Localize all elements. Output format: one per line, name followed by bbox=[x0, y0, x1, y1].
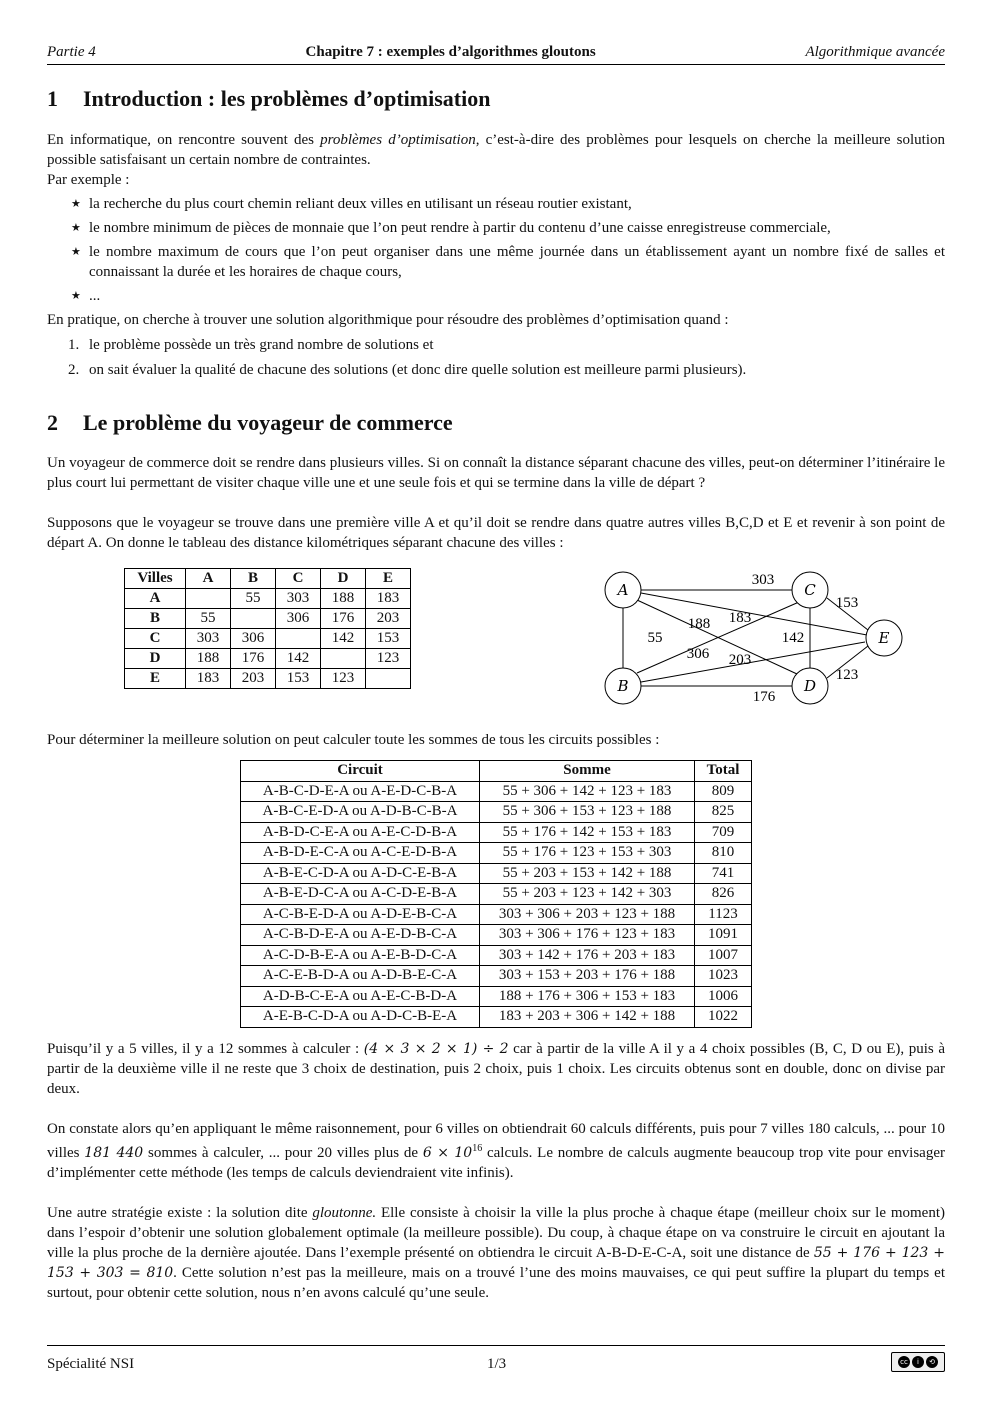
list-item: 2. on sait évaluer la qualité de chacune des solutions (et donc dire quelle solution est meilleure parmi plusieurs). bbox=[68, 362, 747, 378]
section-2-heading: 2 Le problème du voyageur de commerce bbox=[47, 410, 453, 435]
table-row: A-B-E-D-C-A ou A-C-D-E-B-A 55 + 203 + 123 + 142 + 303 826 bbox=[241, 884, 752, 905]
table-row: A-D-B-C-E-A ou A-E-C-B-D-A 188 + 176 + 306 + 153 + 183 1006 bbox=[241, 986, 752, 1007]
section-1-heading: 1 Introduction : les problèmes d’optimisation bbox=[47, 86, 491, 111]
table-row: A-C-B-D-E-A ou A-E-D-B-C-A 303 + 306 + 176 + 123 + 183 1091 bbox=[241, 925, 752, 946]
edge-label-ac: 303 bbox=[751, 572, 775, 588]
table-row: E 183 203 153 123 bbox=[125, 669, 411, 689]
table-row: A-E-B-C-D-A ou A-D-C-B-E-A 183 + 203 + 306 + 142 + 188 1022 bbox=[241, 1007, 752, 1028]
node-label-a: A bbox=[617, 581, 629, 599]
footer-course: Spécialité NSI bbox=[47, 1356, 135, 1372]
distance-table bbox=[124, 568, 411, 689]
section-1-body bbox=[47, 130, 945, 385]
star-bullet-icon: ★ bbox=[71, 198, 81, 210]
star-bullet-icon: ★ bbox=[71, 246, 81, 258]
node-label-e: E bbox=[878, 629, 890, 647]
circuits-paragraph: Pour déterminer la meilleure solution on peut calculer toute les sommes de tous les circuits possibles : bbox=[47, 732, 660, 748]
header-chapter: Chapitre 7 : exemples d’algorithmes gloutons bbox=[305, 44, 596, 60]
circuits-table bbox=[240, 760, 752, 1028]
practice-paragraph: En pratique, on cherche à trouver une solution algorithmique pour résoudre des problèmes d’optimisation quand : bbox=[47, 312, 729, 328]
edge-label-cd: 142 bbox=[781, 630, 805, 646]
header-part: Partie 4 bbox=[47, 44, 96, 60]
edge-label-de: 123 bbox=[835, 667, 859, 683]
table-header-row: Circuit Somme Total bbox=[241, 761, 752, 782]
edge-label-ab: 55 bbox=[647, 630, 663, 646]
table-row: A-C-E-B-D-A ou A-D-B-E-C-A 303 + 153 + 203 + 176 + 188 1023 bbox=[241, 966, 752, 987]
examples-list bbox=[47, 194, 945, 306]
section-2-analysis bbox=[47, 1039, 945, 1303]
table-row: A-B-C-D-E-A ou A-E-D-C-B-A 55 + 306 + 142 + 123 + 183 809 bbox=[241, 781, 752, 802]
table-row: A-B-D-C-E-A ou A-E-C-D-B-A 55 + 176 + 142 + 153 + 183 709 bbox=[241, 822, 752, 843]
edge-b-e bbox=[641, 642, 865, 682]
example-lead: Par exemple : bbox=[47, 172, 130, 188]
intro-paragraph: En informatique, on rencontre souvent des problèmes d’optimisation, c’est-à-dire des problèmes pour lesquels on cherche la meilleure solution possible satisfaisant un certain nombre de contraintes. bbox=[47, 132, 945, 168]
cc-icon: cc bbox=[898, 1356, 910, 1368]
edge-label-be: 203 bbox=[728, 652, 752, 668]
table-row: A-B-D-E-C-A ou A-C-E-D-B-A 55 + 176 + 123 + 153 + 303 810 bbox=[241, 843, 752, 864]
by-icon: i bbox=[912, 1356, 924, 1368]
creative-commons-icon bbox=[891, 1352, 945, 1372]
node-label-b: B bbox=[617, 677, 629, 695]
edge-label-ce: 153 bbox=[835, 595, 859, 611]
table-row: A-C-D-B-E-A ou A-E-B-D-C-A 303 + 142 + 176 + 203 + 183 1007 bbox=[241, 945, 752, 966]
list-item: 1. le problème possède un très grand nombre de solutions et bbox=[68, 337, 434, 353]
section-2-intro bbox=[47, 453, 945, 553]
page-footer bbox=[47, 1345, 945, 1372]
header-course: Algorithmique avancée bbox=[805, 44, 945, 60]
growth-paragraph: On constate alors qu’en appliquant le même raisonnement, pour 6 villes on obtiendrait 60 calculs différents, puis pour 7 villes 180 calculs, ... pour 10 villes 181 440 sommes à calculer, ... pour 20 villes plus de $6 \times 10^{16}$ calculs. Le nombre de calculs augmente beaucoup trop vite pour envisager d’implémenter cette méthode (les temps de calculs deviendraient vite infinis). bbox=[47, 1121, 945, 1181]
table-row: D 188 176 142 123 bbox=[125, 649, 411, 669]
edge-label-bc: 306 bbox=[686, 646, 710, 662]
page-number: 1/3 bbox=[487, 1356, 507, 1372]
node-label-c: C bbox=[804, 581, 816, 599]
count-paragraph: Puisqu’il y a 5 villes, il y a 12 sommes à calculer : (4 × 3 × 2 × 1) ÷ 2 car à partir de la ville A il y a 4 choix possibles (B, C, D ou E), puis à partir de la deuxième ville il ne reste que 3 choix de destination, puis 2 choix, puis 1 choix. Les circuits obtenus sont en double, donc on divise par deux. bbox=[47, 1041, 946, 1097]
traveler-paragraph: Un voyageur de commerce doit se rendre dans plusieurs villes. Si on connaît la distance séparant chacune des villes, peut-on déterminer l’itinéraire le plus court lui permettant de visiter chaque ville une et une seule fois et qui se termine dans la ville de départ ? bbox=[47, 455, 945, 491]
setup-paragraph: Supposons que le voyageur se trouve dans une première ville A et qu’il doit se rendre dans quatre autres villes B,C,D et E et revenir à son point de départ A. On donne le tableau des distance kilométriques séparant chacune des villes : bbox=[47, 515, 945, 551]
edge-label-bd: 176 bbox=[752, 689, 776, 705]
table-row: B 55 306 176 203 bbox=[125, 609, 411, 629]
list-item: ★ la recherche du plus court chemin reliant deux villes en utilisant un réseau routier existant, bbox=[71, 196, 632, 212]
greedy-paragraph: Une autre stratégie existe : la solution dite gloutonne. Elle consiste à choisir la ville la plus proche à chaque étape (meilleur choix sur le moment) dans l’espoir d’obtenir une solution globalement optimale (la meilleure possible). Du coup, à chaque étape on va construire le circuit en ajoutant la ville la plus proche de la dernière ajoutée. Dans l’exemple présenté on obtiendra le circuit A-B-D-E-C-A, soit une distance de 55 + 176 + 123 + 153 + 303 = 810. Cette solution n’est pas la meilleure, mais on a trouvé l’une des moins mauvaises, ce qui peut suffire la plupart du temps et surtout, pour obtenir cette solution, nous n’en avons calculé qu’une seule. bbox=[47, 1205, 946, 1301]
star-bullet-icon: ★ bbox=[71, 290, 81, 302]
edge-label-ae: 183 bbox=[728, 610, 752, 626]
conditions-list bbox=[47, 335, 945, 380]
table-row: A-B-E-C-D-A ou A-D-C-E-B-A 55 + 203 + 153 + 142 + 188 741 bbox=[241, 863, 752, 884]
sa-icon: ⟲ bbox=[926, 1356, 938, 1368]
page-header bbox=[47, 44, 945, 65]
circuits-lead bbox=[47, 730, 945, 750]
list-item: ★ ... bbox=[71, 288, 101, 304]
star-bullet-icon: ★ bbox=[71, 222, 81, 234]
edge-a-e bbox=[641, 593, 867, 635]
table-header-row: Villes A B C D E bbox=[125, 569, 411, 589]
edge-label-ad: 188 bbox=[687, 616, 711, 632]
table-row: C 303 306 142 153 bbox=[125, 629, 411, 649]
list-item: ★ le nombre minimum de pièces de monnaie que l’on peut rendre à partir du contenu d’une caisse enregistreuse commerciale, bbox=[71, 220, 831, 236]
table-row: A 55 303 188 183 bbox=[125, 589, 411, 609]
table-row: A-B-C-E-D-A ou A-D-B-C-B-A 55 + 306 + 153 + 123 + 188 825 bbox=[241, 802, 752, 823]
node-label-d: D bbox=[803, 677, 817, 695]
table-row: A-C-B-E-D-A ou A-D-E-B-C-A 303 + 306 + 203 + 123 + 188 1123 bbox=[241, 904, 752, 925]
city-graph bbox=[592, 568, 912, 713]
list-item: ★ le nombre maximum de cours que l’on peut organiser dans une même journée dans un établissement ayant un nombre fixé de salles et connaissant la durée et les horaires de chaque cours, bbox=[71, 244, 945, 280]
